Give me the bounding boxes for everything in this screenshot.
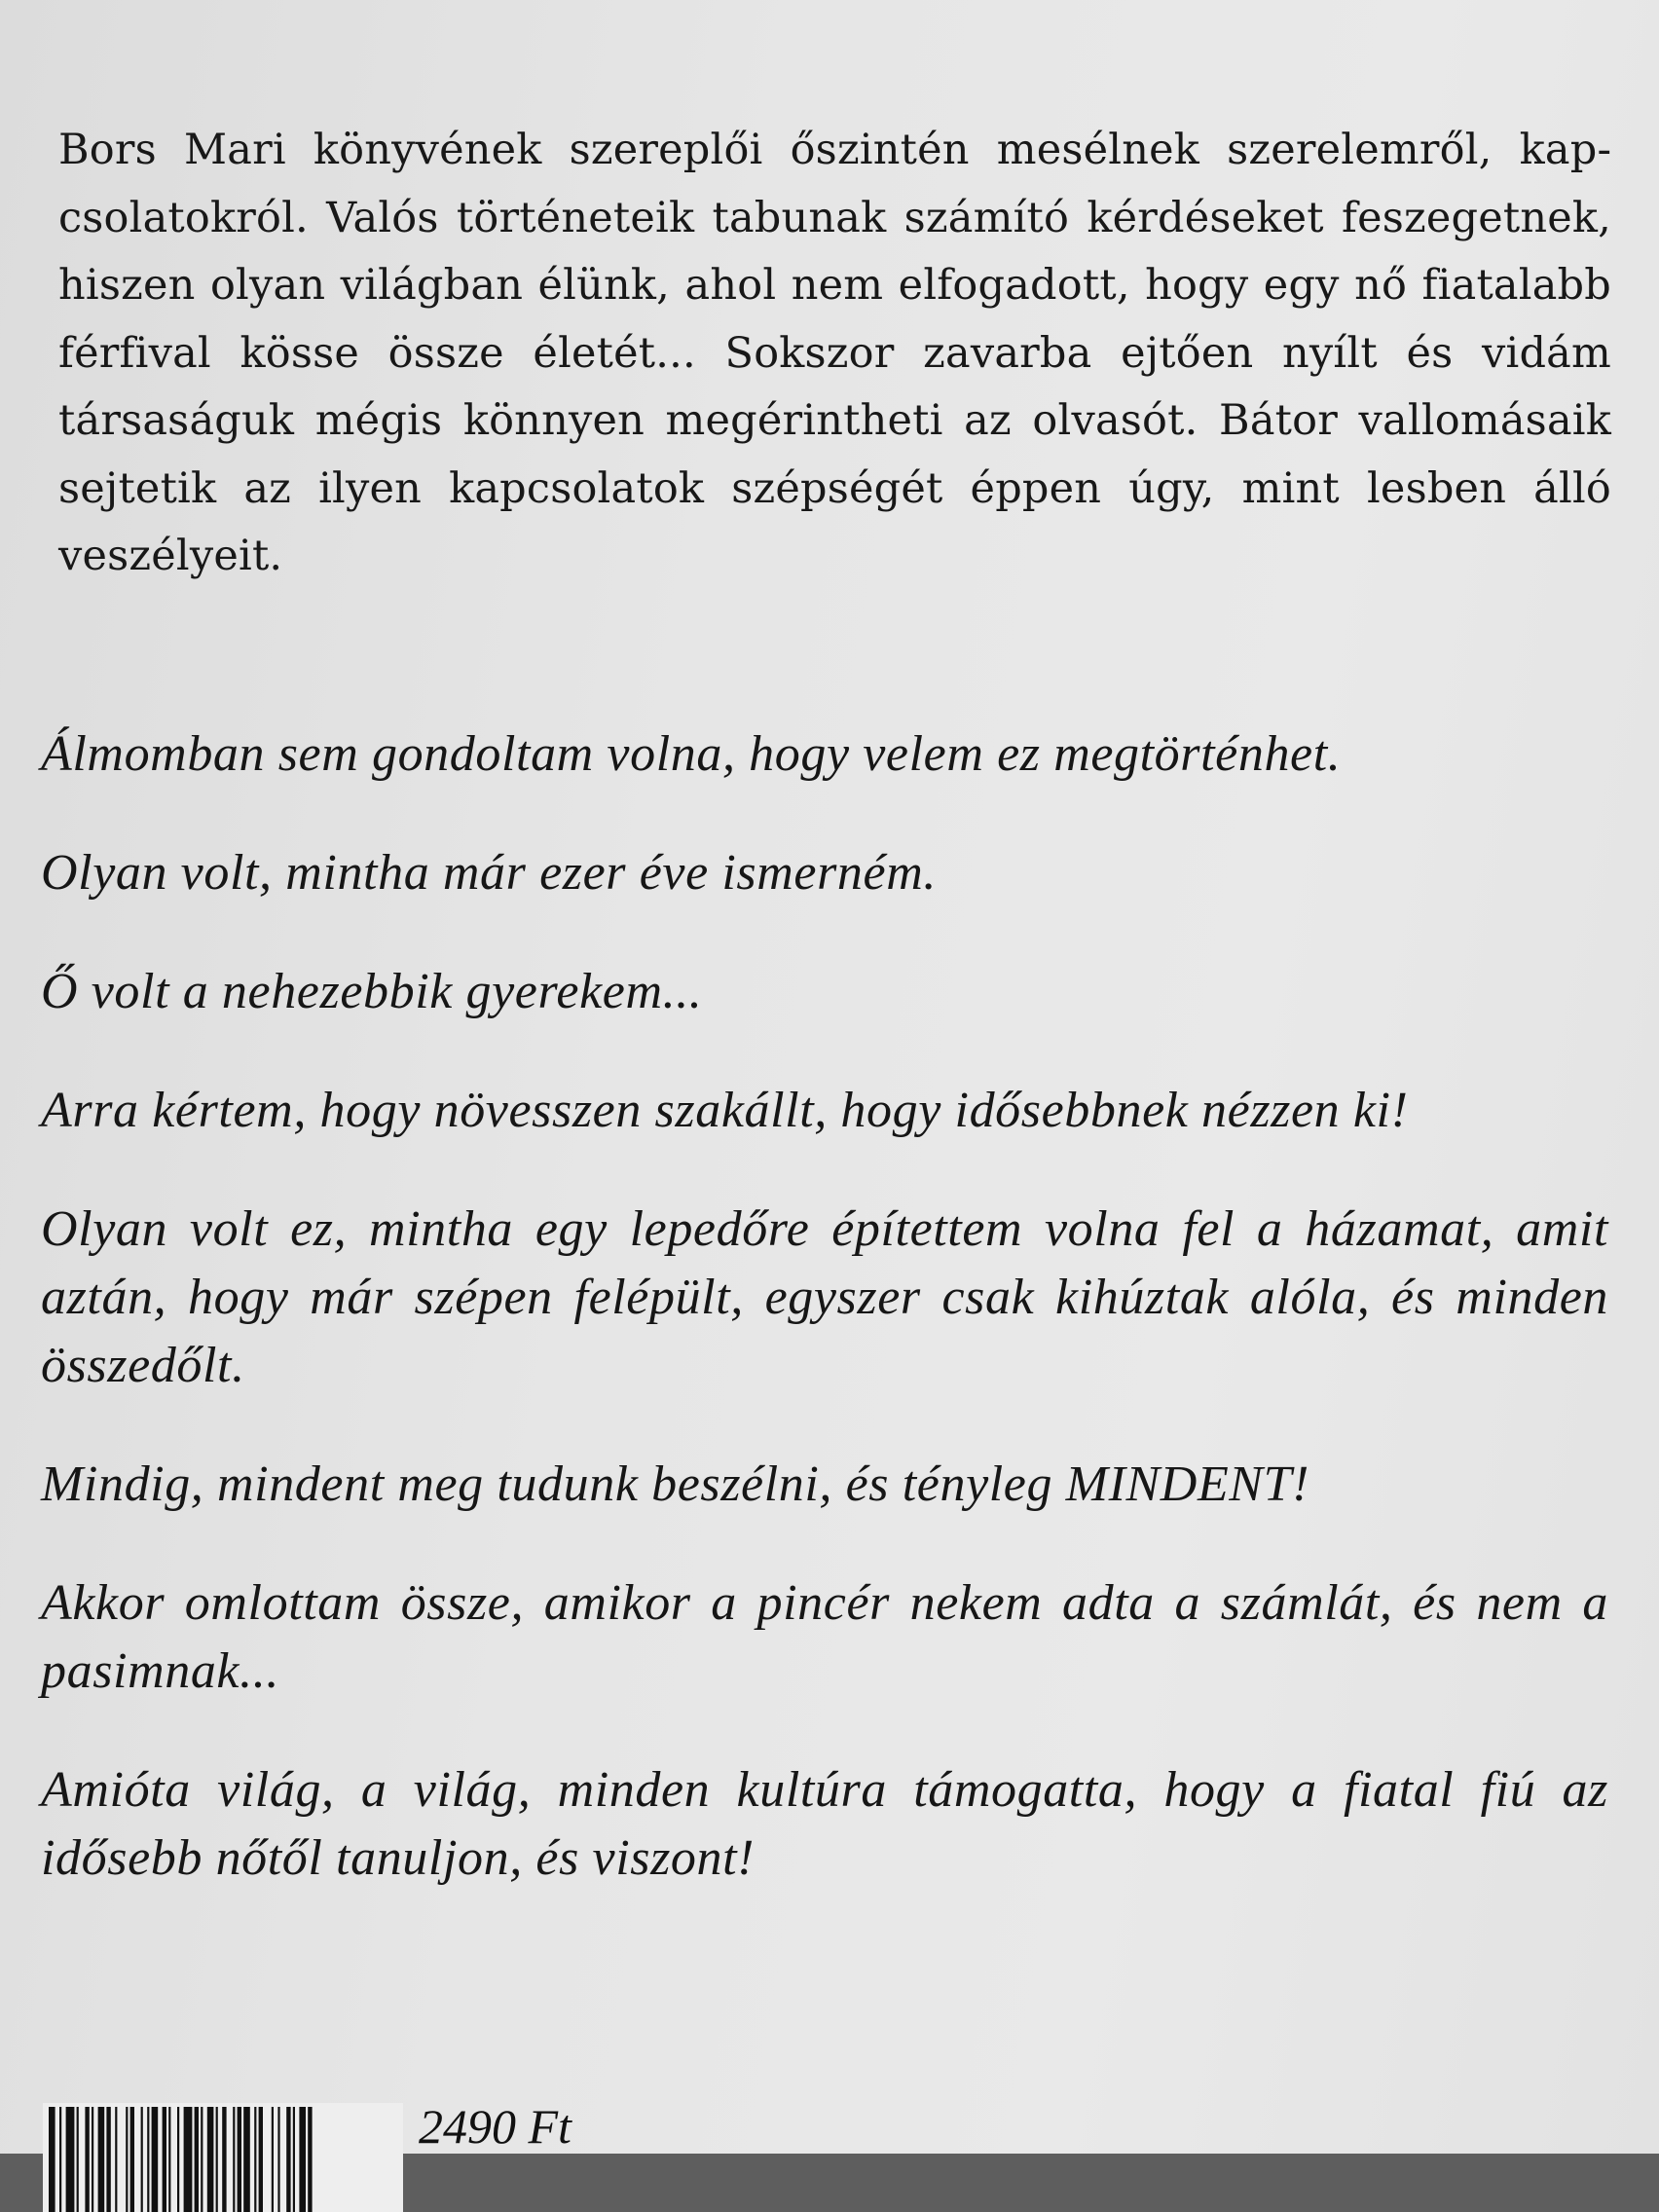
quote-item: Ő volt a nehezebbik gyerekem...: [41, 964, 703, 1019]
quote-item: Arra kértem, hogy növesszen szakállt, hogy idősebbnek nézzen ki!: [41, 1083, 1409, 1138]
quote-item: Amióta világ, a világ, minden kultúra támogatta, hogy a fiatal fiú az idősebb nőtől tanuljon, és viszont!: [41, 1762, 1608, 1886]
price-label: 2490 Ft: [419, 2099, 571, 2154]
quote-item: Mindig, mindent meg tudunk beszélni, és tényleg MINDENT!: [41, 1456, 1310, 1512]
quote-item: Olyan volt ez, mintha egy lepedőre építettem volna fel a házamat, amit aztán, hogy már szépen felépült, egyszer csak kihúztak alóla, és minden összedőlt.: [41, 1201, 1608, 1393]
quote-item: Álmomban sem gondoltam volna, hogy velem ez megtörténhet.: [41, 726, 1342, 782]
blurb-paragraph: Bors Mari könyvének szereplői őszintén mesélnek szerelemről, kapcsolatokról. Valós történeteik tabunak számító kérdéseket feszegetnek, hiszen olyan világban élünk, ahol nem elfogadott, hogy egy nő fiatalabb férfival kösse össze életét... Sokszor zavarba ejtően nyílt és vidám társaságuk mégis könnyen megérintheti az olvasót. Bátor vallomásaik sejtetik az ilyen kapcsolatok szépségét éppen úgy, mint lesben álló veszélyeit.: [58, 126, 1611, 580]
quote-item: Olyan volt, mintha már ezer éve ismerném.: [41, 845, 937, 901]
barcode-icon: [49, 2107, 399, 2212]
quote-item: Akkor omlottam össze, amikor a pincér nekem adta a számlát, és nem a pasimnak...: [41, 1575, 1608, 1699]
quote-list: [41, 720, 1608, 1943]
